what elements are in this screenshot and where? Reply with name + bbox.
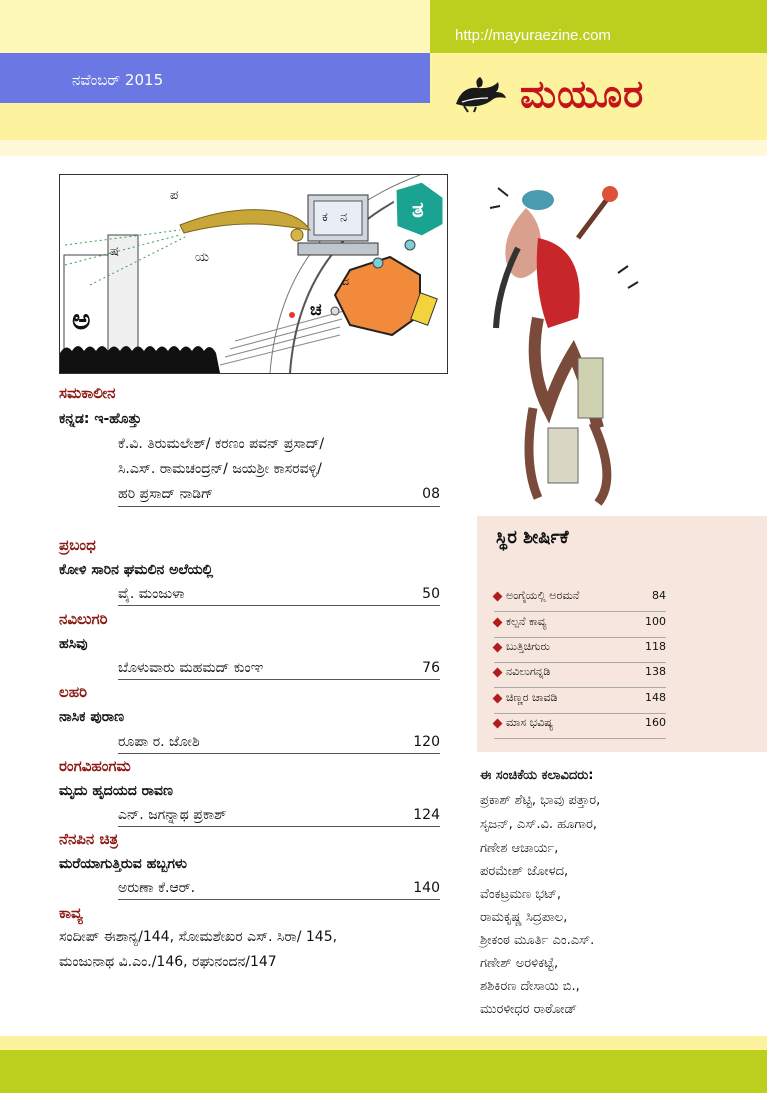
bullet-icon bbox=[493, 668, 503, 678]
article-author: ಬೊಳುವಾರು ಮಹಮದ್ ಕುಂಞ bbox=[118, 660, 264, 676]
footer-band-light bbox=[0, 1036, 767, 1050]
column-label: ಚಿಣ್ಣರ ಚಾವಡಿ bbox=[506, 691, 558, 704]
illustration-letter: ಷ bbox=[110, 244, 119, 259]
page-number: 76 bbox=[422, 660, 440, 676]
bullet-icon bbox=[493, 592, 503, 602]
illustration-letter: ದ bbox=[342, 275, 350, 288]
page-number: 124 bbox=[413, 807, 440, 823]
article-title[interactable]: ಹಸಿವು bbox=[59, 636, 88, 652]
article-authors: ಸಿ.ಎಸ್. ರಾಮಚಂದ್ರನ್/ ಜಯಶ್ರೀ ಕಾಸರವಳ್ಳಿ/ bbox=[118, 461, 322, 477]
page-number: 08 bbox=[422, 486, 440, 502]
column-page: 100 bbox=[645, 615, 666, 628]
article-title[interactable]: ನಾಸಿಕ ಪುರಾಣ bbox=[59, 709, 125, 725]
article-title[interactable]: ಕೋಳಿ ಸಾರಿನ ಘಮಲಿನ ಅಲೆಯಲ್ಲಿ bbox=[59, 562, 214, 578]
bullet-icon bbox=[493, 643, 503, 653]
section-heading-samakaleena: ಸಮಕಾಲೀನ bbox=[59, 384, 116, 402]
page-number: 120 bbox=[413, 734, 440, 750]
divider bbox=[118, 506, 440, 507]
divider bbox=[118, 679, 440, 680]
divider bbox=[118, 753, 440, 754]
column-label: ಬುತ್ತಿಚಿಗುರು bbox=[506, 640, 550, 653]
article-authors: ಕೆ.ವಿ. ತಿರುಮಲೇಶ್/ ಕರಣಂ ಪವನ್ ಪ್ರಸಾದ್/ bbox=[118, 436, 325, 452]
illustration-letter: ಕ bbox=[322, 210, 328, 225]
article-title[interactable]: ಮೃದು ಹೃದಯದ ರಾವಣ bbox=[59, 783, 173, 799]
regular-columns-title: ಸ್ಥಿರ ಶೀರ್ಷಿಕೆ bbox=[496, 527, 569, 548]
header-strip bbox=[0, 140, 767, 156]
section-heading-lahari: ಲಹರಿ bbox=[59, 683, 88, 701]
column-label: ಮಾಸ ಭವಿಷ್ಯ bbox=[506, 716, 554, 729]
kavya-line: ಸಂದೀಪ್ ಈಶಾನ್ಯ/144, ಸೋಮಶೇಖರ ಎಸ್. ಸಿರಾ/ 145, bbox=[59, 929, 338, 945]
section-heading-nenapina-chitra: ನೆನಪಿನ ಚಿತ್ರ bbox=[59, 830, 119, 848]
divider bbox=[118, 899, 440, 900]
footer-band-green bbox=[0, 1050, 767, 1093]
site-url[interactable]: http://mayuraezine.com bbox=[455, 27, 611, 44]
column-item[interactable] bbox=[494, 716, 666, 739]
issue-month: ನವೆಂಬರ್ 2015 bbox=[72, 71, 164, 89]
artist-line: ಸೃಜನ್, ಎಸ್.ವಿ. ಹೂಗಾರ, bbox=[480, 817, 598, 832]
illustration-letter: ಚ bbox=[310, 300, 322, 320]
illustration-letter: ತ bbox=[412, 198, 424, 223]
page-number: 50 bbox=[422, 586, 440, 602]
artist-line: ಮುರಳೀಧರ ರಾಠೋಡ್ bbox=[480, 1002, 578, 1017]
column-page: 148 bbox=[645, 691, 666, 704]
column-label: ಕಲ್ಪನೆ ಕಾವ್ಯ bbox=[506, 615, 547, 628]
bullet-icon bbox=[493, 694, 503, 704]
column-label: ಅಂಗೈಯಲ್ಲಿ ಅರಮನೆ bbox=[506, 589, 580, 602]
header-band-top-left bbox=[0, 0, 430, 53]
column-item[interactable] bbox=[494, 665, 666, 688]
column-item[interactable] bbox=[494, 691, 666, 714]
section-heading-kavya: ಕಾವ್ಯ bbox=[59, 904, 83, 922]
article-title[interactable]: ಕನ್ನಡ: ಇ-ಹೊತ್ತು bbox=[59, 411, 142, 427]
illustration-letter: ಪ bbox=[170, 188, 179, 203]
magazine-logo: ಮಯೂರ bbox=[520, 72, 645, 116]
page-number: 140 bbox=[413, 880, 440, 896]
column-page: 160 bbox=[645, 716, 666, 729]
section-heading-navilugari: ನವಿಲುಗರಿ bbox=[59, 610, 108, 628]
article-authors: ಹರಿ ಪ್ರಸಾದ್ ನಾಡಿಗ್ bbox=[118, 486, 214, 502]
artist-line: ಪರಮೇಶ್ ಜೋಳದ, bbox=[480, 864, 569, 879]
bullet-icon bbox=[493, 618, 503, 628]
article-author: ವೈ. ಮಂಜುಳಾ bbox=[118, 586, 185, 602]
artist-line: ಶಶಿಕಿರಣ ದೇಸಾಯಿ ಬಿ., bbox=[480, 979, 580, 994]
column-page: 84 bbox=[652, 589, 666, 602]
artist-line: ಗಣೇಶ್ ಅರಳಿಕಟ್ಟೆ, bbox=[480, 956, 559, 971]
bullet-icon bbox=[493, 719, 503, 729]
artist-line: ಗಣೇಶ ಆಚಾರ್ಯ, bbox=[480, 841, 559, 856]
month-band bbox=[0, 53, 430, 103]
section-heading-prabandha: ಪ್ರಬಂಧ bbox=[59, 536, 96, 554]
side-illustration bbox=[478, 178, 678, 508]
artists-heading: ಈ ಸಂಚಿಕೆಯ ಕಲಾವಿದರು: bbox=[480, 768, 594, 783]
section-heading-rangavihangama: ರಂಗವಿಹಂಗಮ bbox=[59, 757, 131, 775]
column-page: 118 bbox=[645, 640, 666, 653]
column-item[interactable] bbox=[494, 589, 666, 612]
article-author: ಎನ್. ಜಗನ್ನಾಥ ಪ್ರಕಾಶ್ bbox=[118, 807, 227, 823]
column-page: 138 bbox=[645, 665, 666, 678]
artist-line: ಪ್ರಕಾಶ್ ಶೆಟ್ಟಿ, ಭಾವು ಪತ್ತಾರ, bbox=[480, 793, 601, 808]
illustration-letter: ಅ bbox=[72, 303, 91, 336]
column-item[interactable] bbox=[494, 615, 666, 638]
artist-line: ರಾಮಕೃಷ್ಣ ಸಿದ್ರಪಾಲ, bbox=[480, 910, 568, 925]
divider bbox=[118, 826, 440, 827]
article-title[interactable]: ಮರೆಯಾಗುತ್ತಿರುವ ಹಬ್ಬಗಳು bbox=[59, 856, 187, 872]
kavya-line: ಮಂಜುನಾಥ ವಿ.ಎಂ./146, ರಘುನಂದನ/147 bbox=[59, 954, 277, 970]
artist-line: ವೆಂಕಟ್ರಮಣ ಭಟ್, bbox=[480, 887, 561, 902]
article-author: ಅರುಣಾ ಕೆ.ಆರ್. bbox=[118, 880, 196, 896]
divider bbox=[118, 605, 440, 606]
illustration-letter: ನ bbox=[340, 210, 348, 225]
column-item[interactable] bbox=[494, 640, 666, 663]
header-band-lower bbox=[0, 103, 430, 140]
cover-illustration bbox=[59, 174, 448, 374]
peacock-icon bbox=[452, 74, 508, 114]
article-author: ರೂಪಾ ರ. ಜೋಶಿ bbox=[118, 734, 200, 750]
artist-line: ಶ್ರೀಕಂಠ ಮೂರ್ತಿ ಎಂ.ಎಸ್. bbox=[480, 933, 595, 948]
illustration-letter: ಯ bbox=[195, 250, 209, 265]
column-label: ನವಿಲುಗನ್ನಡಿ bbox=[506, 665, 551, 678]
